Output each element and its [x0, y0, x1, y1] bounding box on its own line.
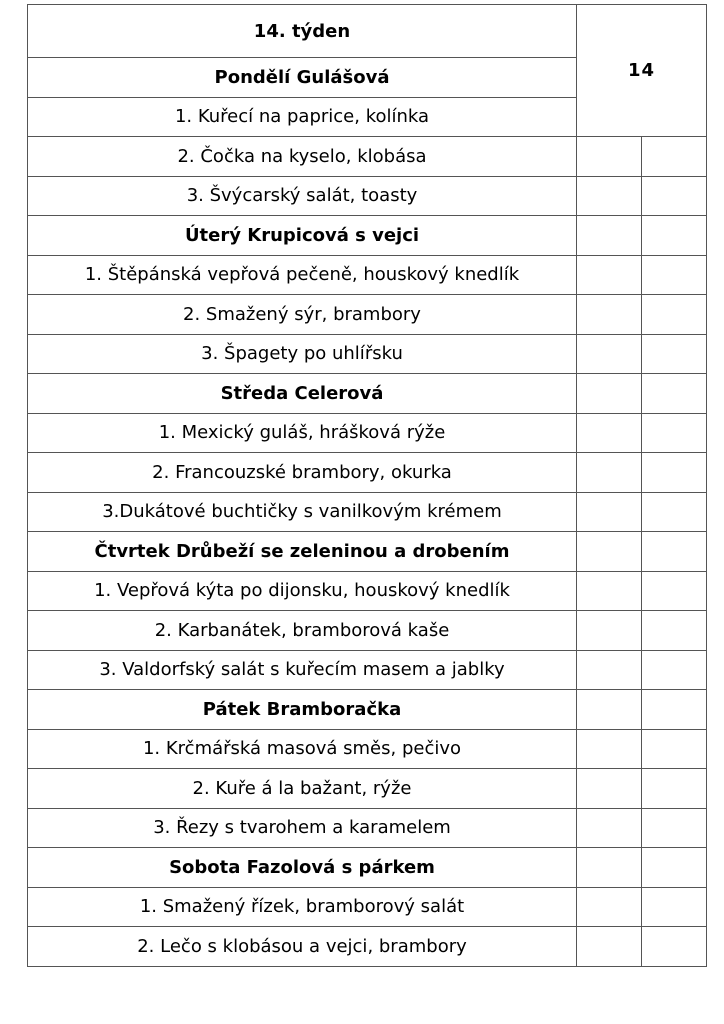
check-cell — [577, 374, 642, 414]
meal-item: 1. Mexický guláš, hrášková rýže — [28, 413, 577, 453]
check-cell — [642, 295, 707, 335]
check-cell — [577, 216, 642, 256]
check-cell — [642, 571, 707, 611]
meal-item: 3. Špagety po uhlířsku — [28, 334, 577, 374]
week-title: 14. týden — [28, 5, 577, 58]
check-cell — [577, 255, 642, 295]
check-cell — [577, 532, 642, 572]
meal-item: 2. Kuře á la bažant, rýže — [28, 769, 577, 809]
check-cell — [577, 690, 642, 730]
meal-item: 3. Valdorfský salát s kuřecím masem a jablky — [28, 650, 577, 690]
check-cell — [577, 808, 642, 848]
week-number: 14 — [577, 5, 707, 137]
weekly-menu-table — [27, 4, 707, 967]
check-cell — [642, 808, 707, 848]
check-cell — [577, 492, 642, 532]
meal-item: 2. Lečo s klobásou a vejci, brambory — [28, 927, 577, 967]
day-heading-tuesday: Úterý Krupicová s vejci — [28, 216, 577, 256]
check-cell — [642, 374, 707, 414]
meal-item: 2. Francouzské brambory, okurka — [28, 453, 577, 493]
check-cell — [642, 927, 707, 967]
check-cell — [642, 453, 707, 493]
check-cell — [577, 769, 642, 809]
meal-item: 3.Dukátové buchtičky s vanilkovým krémem — [28, 492, 577, 532]
check-cell — [577, 137, 642, 177]
day-heading-monday: Pondělí Gulášová — [28, 58, 577, 98]
meal-item: 2. Smažený sýr, brambory — [28, 295, 577, 335]
check-cell — [577, 650, 642, 690]
check-cell — [642, 216, 707, 256]
check-cell — [642, 137, 707, 177]
check-cell — [577, 413, 642, 453]
meal-item: 1. Kuřecí na paprice, kolínka — [28, 97, 577, 137]
meal-item: 1. Štěpánská vepřová pečeně, houskový knedlík — [28, 255, 577, 295]
check-cell — [642, 176, 707, 216]
check-cell — [577, 729, 642, 769]
check-cell — [642, 887, 707, 927]
check-cell — [642, 848, 707, 888]
meal-item: 3. Řezy s tvarohem a karamelem — [28, 808, 577, 848]
meal-item: 2. Čočka na kyselo, klobása — [28, 137, 577, 177]
day-heading-thursday: Čtvrtek Drůbeží se zeleninou a drobením — [28, 532, 577, 572]
check-cell — [577, 295, 642, 335]
day-heading-wednesday: Středa Celerová — [28, 374, 577, 414]
day-heading-saturday: Sobota Fazolová s párkem — [28, 848, 577, 888]
meal-item: 1. Vepřová kýta po dijonsku, houskový knedlík — [28, 571, 577, 611]
check-cell — [642, 611, 707, 651]
check-cell — [577, 611, 642, 651]
check-cell — [577, 176, 642, 216]
check-cell — [577, 453, 642, 493]
check-cell — [577, 334, 642, 374]
check-cell — [642, 690, 707, 730]
check-cell — [642, 255, 707, 295]
check-cell — [642, 729, 707, 769]
check-cell — [642, 532, 707, 572]
check-cell — [577, 571, 642, 611]
check-cell — [642, 650, 707, 690]
meal-item: 2. Karbanátek, bramborová kaše — [28, 611, 577, 651]
check-cell — [642, 769, 707, 809]
check-cell — [577, 887, 642, 927]
check-cell — [577, 848, 642, 888]
check-cell — [642, 492, 707, 532]
day-heading-friday: Pátek Bramboračka — [28, 690, 577, 730]
check-cell — [577, 927, 642, 967]
check-cell — [642, 334, 707, 374]
meal-item: 1. Smažený řízek, bramborový salát — [28, 887, 577, 927]
meal-item: 3. Švýcarský salát, toasty — [28, 176, 577, 216]
check-cell — [642, 413, 707, 453]
meal-item: 1. Krčmářská masová směs, pečivo — [28, 729, 577, 769]
